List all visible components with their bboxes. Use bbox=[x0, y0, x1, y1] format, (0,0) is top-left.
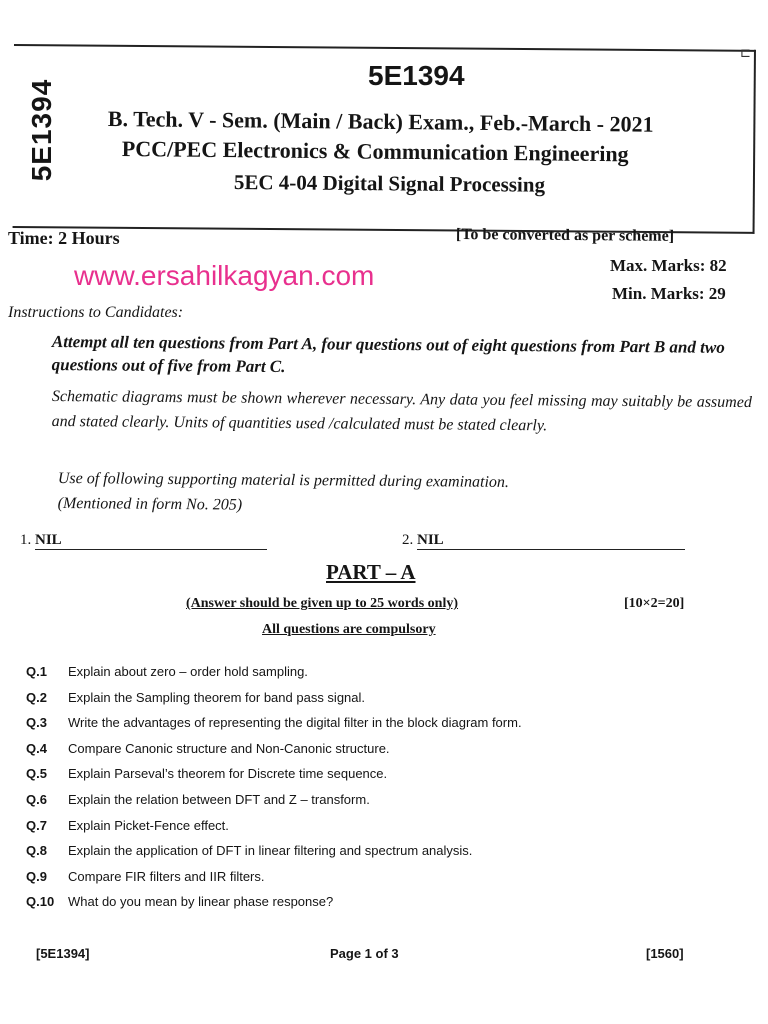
conversion-note: [To be converted as per scheme] bbox=[455, 226, 675, 245]
part-marks: [10×2=20] bbox=[624, 596, 685, 611]
question-text: Explain the relation between DFT and Z – transform. bbox=[68, 791, 370, 807]
question-text: Explain about zero – order hold sampling. bbox=[68, 664, 308, 679]
question-number: Q.10 bbox=[26, 894, 55, 910]
paper-code: 5E1394 bbox=[368, 60, 465, 91]
question-list bbox=[26, 664, 726, 920]
question-number: Q.8 bbox=[26, 843, 47, 859]
footer-page-number: Page 1 of 3 bbox=[330, 946, 399, 961]
question-text: Compare Canonic structure and Non-Canonic structure. bbox=[68, 740, 390, 756]
corner-mark: ⊏ bbox=[740, 46, 751, 61]
instructions-support bbox=[58, 466, 748, 522]
question-item bbox=[26, 741, 726, 767]
question-item bbox=[26, 894, 726, 920]
question-item bbox=[26, 818, 726, 844]
question-item bbox=[26, 664, 726, 690]
material-value: NIL bbox=[417, 532, 685, 550]
branch-title: PCC/PEC Electronics & Communication Engineering bbox=[121, 136, 629, 167]
question-text: Explain Parseval’s theorem for Discrete time sequence. bbox=[68, 766, 388, 782]
instructions-heading: Instructions to Candidates: bbox=[8, 304, 184, 321]
question-item bbox=[26, 869, 726, 895]
material-item bbox=[20, 532, 267, 550]
material-number: 1. bbox=[20, 532, 32, 548]
compulsory-note: All questions are compulsory bbox=[262, 622, 436, 637]
question-text: Explain the application of DFT in linear filtering and spectrum analysis. bbox=[68, 843, 473, 859]
question-number: Q.3 bbox=[26, 715, 47, 731]
question-number: Q.6 bbox=[26, 791, 47, 807]
answer-length-note: (Answer should be given up to 25 words only) bbox=[186, 596, 459, 611]
subject-title: 5EC 4-04 Digital Signal Processing bbox=[233, 170, 546, 197]
question-text: Explain Picket-Fence effect. bbox=[68, 817, 229, 833]
question-item bbox=[26, 792, 726, 818]
question-text: Compare FIR filters and IIR filters. bbox=[68, 868, 265, 884]
support-material-form: (Mentioned in form No. 205) bbox=[57, 494, 243, 514]
material-item bbox=[402, 532, 685, 550]
question-item bbox=[26, 843, 726, 869]
part-title: PART – A bbox=[326, 560, 416, 584]
instructions-attempt: Attempt all ten questions from Part A, four questions out of eight questions from Part B and two questions out of five from Part C. bbox=[51, 331, 725, 377]
material-number: 2. bbox=[402, 532, 414, 548]
question-number: Q.7 bbox=[26, 817, 47, 833]
footer-paper-code: [5E1394] bbox=[36, 946, 90, 961]
min-marks: Min. Marks: 29 bbox=[612, 284, 726, 303]
question-number: Q.2 bbox=[26, 689, 47, 705]
exam-title: B. Tech. V - Sem. (Main / Back) Exam., Feb.-March - 2021 bbox=[107, 106, 654, 137]
support-material-note: Use of following supporting material is permitted during examination. bbox=[57, 469, 510, 491]
max-marks: Max. Marks: 82 bbox=[610, 256, 727, 275]
footer-count: [1560] bbox=[646, 946, 684, 961]
question-number: Q.4 bbox=[26, 740, 47, 756]
exam-duration: Time: 2 Hours bbox=[8, 228, 120, 248]
question-text: Explain the Sampling theorem for band pass signal. bbox=[68, 689, 366, 705]
question-number: Q.9 bbox=[26, 868, 47, 884]
vertical-paper-code bbox=[24, 60, 60, 200]
question-item bbox=[26, 715, 726, 741]
website-watermark: www.ersahilkagyan.com bbox=[74, 260, 375, 291]
question-item bbox=[26, 690, 726, 716]
question-number: Q.1 bbox=[26, 664, 47, 679]
material-value: NIL bbox=[35, 532, 267, 550]
question-item bbox=[26, 766, 726, 792]
question-text: What do you mean by linear phase response? bbox=[68, 894, 334, 910]
question-text: Write the advantages of representing the digital filter in the block diagram form. bbox=[68, 715, 522, 731]
vertical-paper-code-text: 5E1394 bbox=[26, 78, 57, 182]
question-number: Q.5 bbox=[26, 766, 47, 782]
instructions-schematic: Schematic diagrams must be shown wherever necessary. Any data you feel missing may suitably be assumed and stated clearly. Units of quantities used /calculated must be stated clearly. bbox=[51, 387, 752, 435]
